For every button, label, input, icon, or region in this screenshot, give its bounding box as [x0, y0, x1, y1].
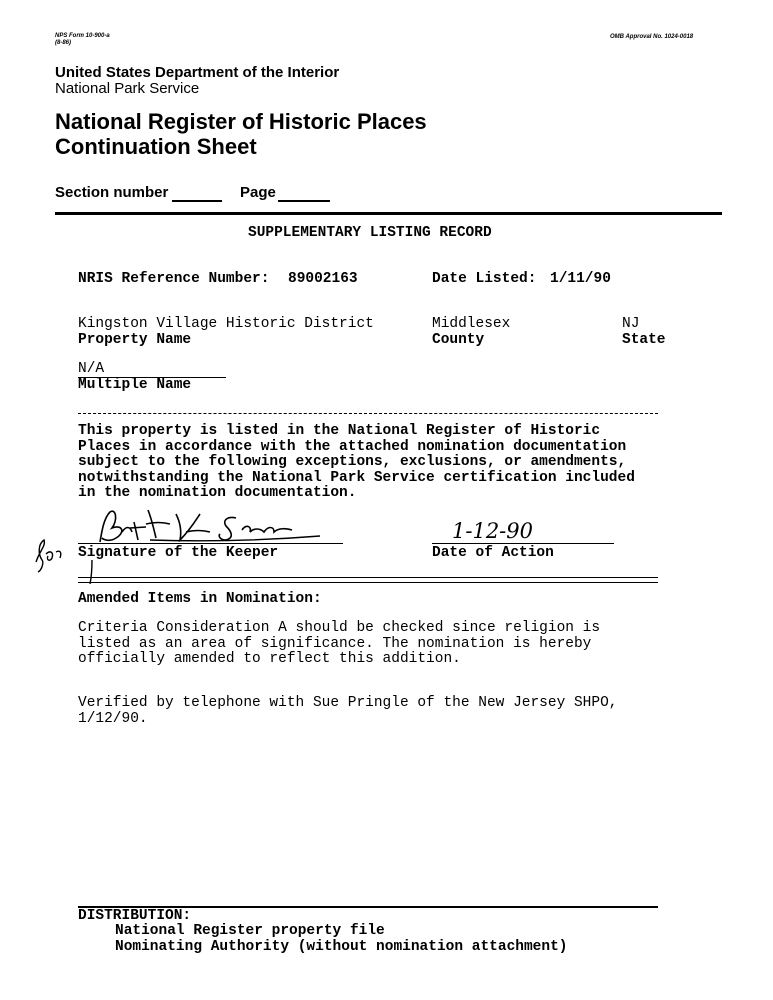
multiple-name-value: N/A [78, 361, 105, 377]
property-name-label: Property Name [78, 332, 192, 348]
double-divider-top [78, 577, 658, 578]
statement-line: This property is listed in the National Register of Historic [78, 423, 601, 439]
section-number-blank [172, 200, 222, 202]
date-of-action-label: Date of Action [432, 545, 554, 561]
double-divider-bottom [78, 582, 658, 583]
statement-line: notwithstanding the National Park Service certification included [78, 469, 635, 486]
date-of-action-value: 1-12-90 [452, 519, 533, 543]
amended-items-heading: Amended Items in Nomination: [78, 591, 322, 607]
form-number: NPS Form 10-900-a [55, 33, 110, 39]
county-label: County [432, 332, 485, 348]
county-value: Middlesex [432, 316, 511, 332]
property-name: Kingston Village Historic District [78, 316, 374, 332]
amendment-line: listed as an area of significance. The nomination is hereby [78, 635, 592, 652]
amendment-paragraph [78, 621, 600, 668]
service-name: National Park Service [55, 80, 200, 97]
agency-name: United States Department of the Interior [55, 64, 340, 81]
nris-value: 89002163 [288, 271, 358, 287]
page-blank [278, 200, 330, 202]
statement-line: in the nomination documentation. [78, 485, 357, 501]
form-subtitle: Continuation Sheet [55, 134, 257, 159]
date-of-action-line [432, 543, 614, 544]
verification-paragraph [78, 696, 618, 727]
dashed-divider [78, 413, 658, 414]
state-label: State [622, 332, 666, 348]
listing-statement [78, 424, 635, 502]
nris-label: NRIS Reference Number: [78, 271, 270, 287]
amendment-line: officially amended to reflect this addition. [78, 651, 461, 667]
verification-line: Verified by telephone with Sue Pringle of the New Jersey SHPO, [78, 695, 618, 711]
record-heading: SUPPLEMENTARY LISTING RECORD [248, 225, 492, 241]
date-listed-value: 1/11/90 [550, 271, 611, 287]
verification-line: 1/12/90. [78, 710, 148, 727]
amendment-line: Criteria Consideration A should be checked since religion is [78, 620, 601, 636]
section-number-label: Section number [55, 184, 169, 201]
distribution-item: National Register property file [115, 923, 385, 939]
form-title: National Register of Historic Places [55, 109, 427, 134]
statement-line: Places in accordance with the attached nomination documentation [78, 438, 627, 455]
date-listed-label: Date Listed: [432, 271, 537, 287]
state-value: NJ [622, 316, 640, 332]
page-label: Page [240, 184, 276, 201]
form-date: (8-86) [55, 40, 72, 46]
header-divider [55, 212, 722, 215]
multiple-name-label: Multiple Name [78, 377, 192, 393]
distribution-item: Nominating Authority (without nomination attachment) [115, 939, 568, 955]
distribution-heading: DISTRIBUTION: [78, 908, 192, 924]
signature-line [78, 543, 343, 544]
signature-label: Signature of the Keeper [78, 545, 279, 561]
omb-approval: OMB Approval No. 1024-0018 [610, 34, 694, 40]
statement-line: subject to the following exceptions, exclusions, or amendments, [78, 454, 627, 470]
